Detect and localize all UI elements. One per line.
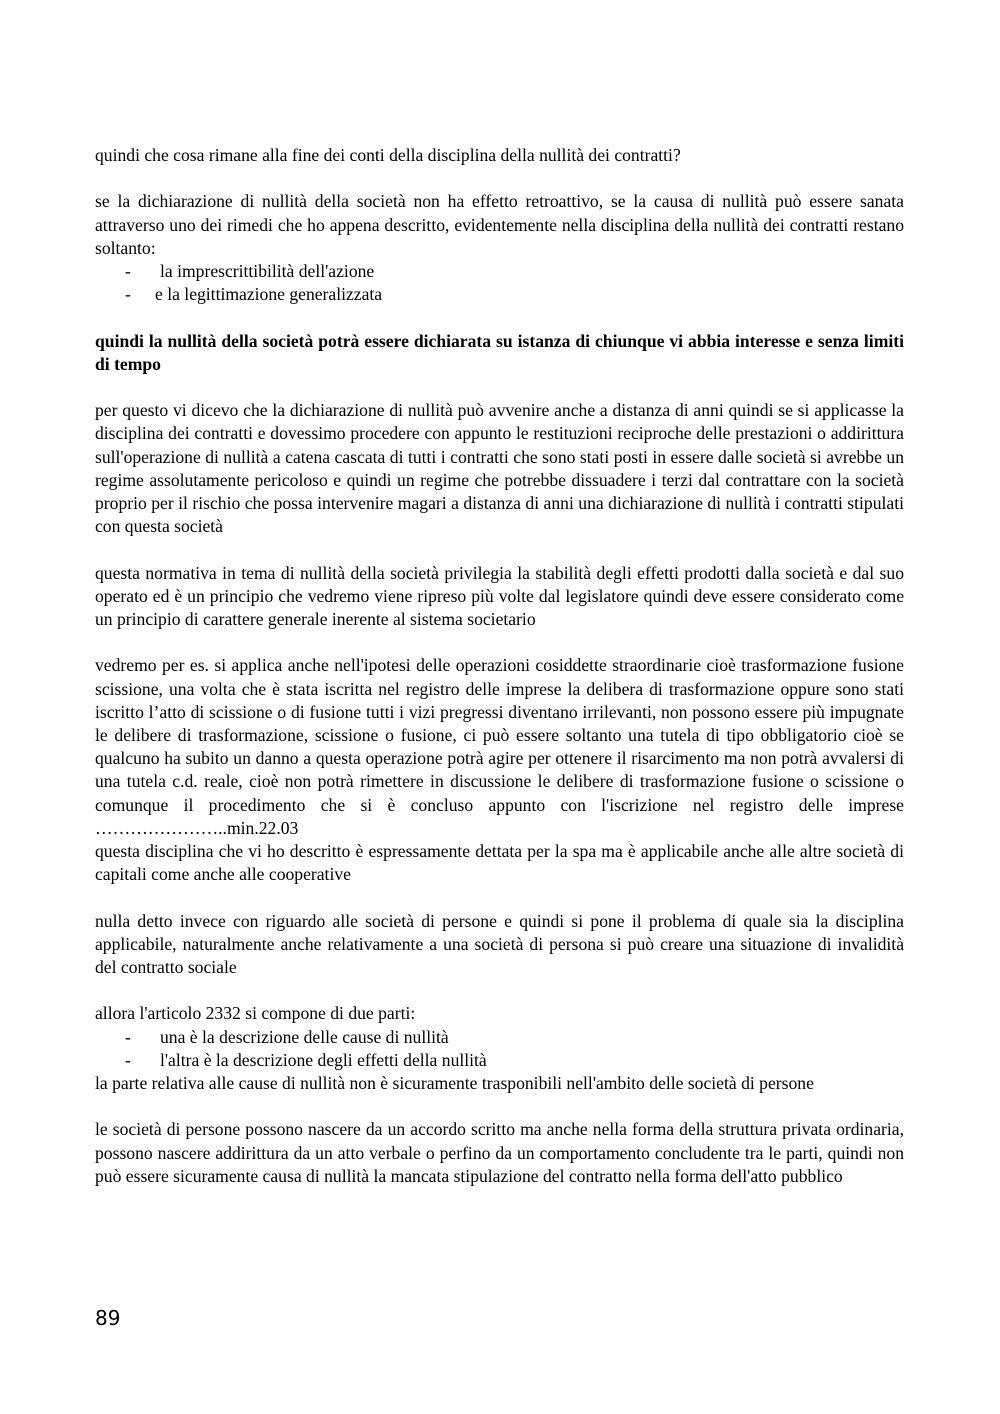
list-item-text: la imprescrittibilità dell'azione: [160, 261, 375, 281]
list-item-text: l'altra è la descrizione degli effetti della nullità: [160, 1049, 487, 1070]
list-item: [95, 1049, 904, 1072]
paragraph-gap: [95, 376, 904, 399]
paragraph-gap: [95, 979, 904, 1002]
paragraph-gap: [95, 631, 904, 654]
page-number: 89: [95, 1306, 121, 1330]
list-item: [95, 260, 904, 283]
paragraph-stability-principle: questa normativa in tema di nullità della società privilegia la stabilità degli effetti prodotti dalla società e dal suo operato ed è un principio che vedremo viene ripreso più volte dal legislatore quindi deve essere considerato come un principio di carattere generale inerente al sistema societario: [95, 562, 904, 629]
paragraph-partnership-formation: le società di persone possono nascere da un accordo scritto ma anche nella forma della struttura privata ordinaria, possono nascere addirittura da un atto verbale o perfino da un comportamento concludente tra le parti, quindi non può essere sicuramente causa di nullità la mancata stipulazione del contratto nella forma dell'atto pubblico: [95, 1119, 904, 1186]
paragraph-extraordinary-operations: vedremo per es. si applica anche nell'ipotesi delle operazioni cosiddette straordinarie cioè trasformazione fusione scissione, una volta che è stata iscritta nel registro delle imprese la delibera di trasformazione oppure sono stati iscritto l’atto di scissione o di fusione tutti i vizi pregressi diventano irrilevanti, non possono essere più impugnate le delibere di trasformazione, scissione o fusione, ci può essere soltanto una tutela di tipo obbligatorio cioè se qualcuno ha subito un danno a questa operazione potrà agire per ottenere il risarcimento ma non potrà avvalersi di una tutela c.d. reale, cioè non potrà rimettere in discussione le delibere di trasformazione fusione o scissione o comunque il procedimento che si è concluso appunto con l'iscrizione nel registro delle imprese …………………..min.22.03: [95, 655, 904, 838]
paragraph-gap: [95, 1095, 904, 1118]
article-parts-list: [95, 1026, 904, 1072]
list-item-text: una è la descrizione delle cause di nullità: [160, 1026, 449, 1047]
paragraph-intro-question: quindi che cosa rimane alla fine dei conti della disciplina della nullità dei contratti?: [95, 145, 681, 165]
list-dash: -: [125, 284, 131, 305]
paragraph-gap: [95, 886, 904, 909]
paragraph-partnerships: nulla detto invece con riguardo alle società di persone e quindi si pone il problema di quale sia la disciplina applicabile, naturalmente anche relativamente a una società di persona si può creare una situazione di invalidità del contratto sociale: [95, 910, 904, 978]
list-dash: -: [125, 1049, 131, 1070]
paragraph-nullity-remaining: se la dichiarazione di nullità della società non ha effetto retroattivo, se la causa di nullità può essere sanata attraverso uno dei rimedi che ho appena descritto, evidentemente nella disciplina della nullità dei contratti restano soltanto:: [95, 191, 904, 258]
paragraph-article-2332: allora l'articolo 2332 si compone di due parti:: [95, 1003, 416, 1024]
paragraph-risk-explanation: per questo vi dicevo che la dichiarazione di nullità può avvenire anche a distanza di anni quindi se si applicasse la disciplina dei contratti e dovessimo procedere con appunto le restituzioni reciproche delle prestazioni o addirittura sull'operazione di nullità a catena cascata di tutti i contratti che sono stati posti in essere dalle società si avrebbe un regime assolutamente pericoloso e quindi un regime che potrebbe dissuadere i terzi dal contrattare con la società proprio per il rischio che possa intervenire magari a distanza di anni una dichiarazione di nullità i contratti stipulati con questa società: [95, 400, 904, 537]
remaining-features-list: [95, 260, 904, 306]
list-dash: -: [125, 1026, 131, 1047]
paragraph-gap: [95, 167, 904, 190]
list-item: [95, 1026, 904, 1049]
paragraph-gap: [95, 306, 904, 329]
list-dash: -: [125, 261, 131, 281]
paragraph-bold-conclusion: quindi la nullità della società potrà essere dichiarata su istanza di chiunque vi abbia interesse e senza limiti di tempo: [95, 330, 904, 374]
page-body: [95, 144, 904, 1188]
list-item: [95, 283, 904, 306]
paragraph-scope: questa disciplina che vi ho descritto è espressamente dettata per la spa ma è applicabile anche alle altre società di capitali come anche alle cooperative: [95, 841, 904, 885]
paragraph-gap: [95, 538, 904, 561]
list-item-text: e la legittimazione generalizzata: [155, 284, 383, 305]
paragraph-causes-not-transposable: la parte relativa alle cause di nullità non è sicuramente trasponibili nell'ambito delle società di persone: [95, 1073, 814, 1094]
